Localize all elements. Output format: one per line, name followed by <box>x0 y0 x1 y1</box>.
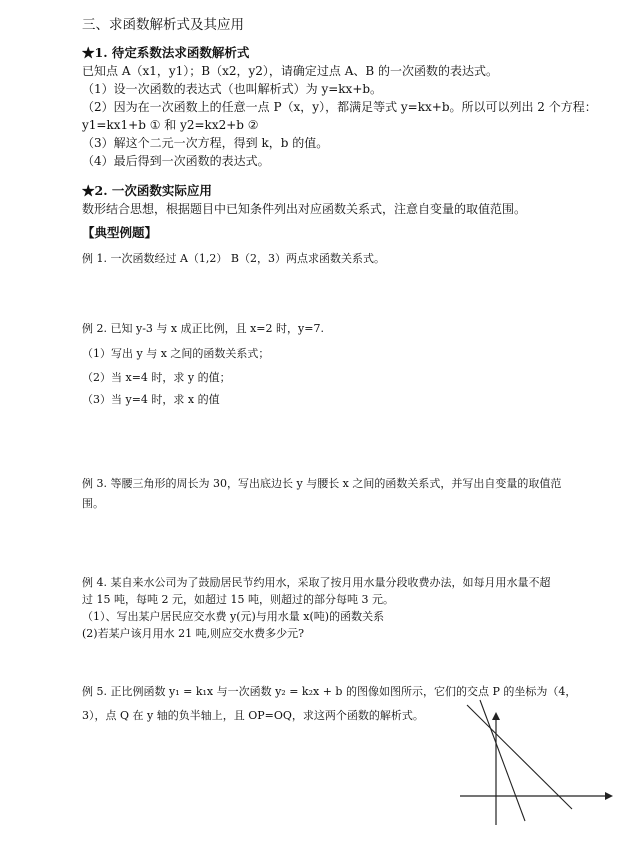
step-4: （4）最后得到一次函数的表达式。 <box>82 154 270 168</box>
paragraph-known-points: 已知点 A（x1，y1）；B（x2，y2），请确定过点 A、B 的一次函数的表达式。 <box>82 64 499 78</box>
example-5-line-2: 3），点 Q 在 y 轴的负半轴上，且 OP=OQ，求这两个函数的解析式。 <box>82 709 424 722</box>
step-1: （1）设一次函数的表达式（也叫解析式）为 y=kx+b。 <box>82 82 383 96</box>
step-3: （3）解这个二元一次方程，得到 k，b 的值。 <box>82 136 329 150</box>
example-5-line-1: 例 5. 正比例函数 y₁ = k₁x 与一次函数 y₂ = k₂x + b 的图像如图所示，它们的交点 P 的坐标为（4， <box>82 685 577 698</box>
example-2-q2: （2）当 x=4 时，求 y 的值； <box>82 371 231 384</box>
example-4-q2: (2)若某户该月用水 21 吨,则应交水费多少元? <box>82 627 304 640</box>
heading-application: ★2. 一次函数实际应用 <box>82 183 212 198</box>
x-axis-arrow-icon <box>605 792 613 800</box>
line-y1 <box>467 705 572 809</box>
example-3: 例 3. 等腰三角形的周长为 30，写出底边长 y 与腰长 x 之间的函数关系式，并写出自变量的取值范围。 <box>82 477 562 510</box>
example-1: 例 1. 一次函数经过 A（1,2） B（2，3）两点求函数关系式。 <box>82 252 385 265</box>
step-2: （2）因为在一次函数上的任意一点 P（x，y），都满足等式 y=kx+b。所以可以列出 2 个方程： <box>82 100 597 114</box>
example-2-q3: （3）当 y=4 时，求 x 的值 <box>82 393 220 406</box>
example-4-line-1: 例 4. 某自来水公司为了鼓励居民节约用水，采取了按月用水量分段收费办法，如每月用水量不超 <box>82 576 551 589</box>
line-y2 <box>480 700 525 821</box>
section-title: 三、求函数解析式及其应用 <box>82 17 244 33</box>
example-2: 例 2. 已知 y-3 与 x 成正比例，且 x=2 时，y=7. <box>82 322 324 335</box>
heading-method: ★1. 待定系数法求函数解析式 <box>82 45 250 60</box>
paragraph-application: 数形结合思想，根据题目中已知条件列出对应函数关系式，注意自变量的取值范围。 <box>82 202 527 216</box>
y-axis-arrow-icon <box>492 712 500 720</box>
equations: y1=kx1+b ① 和 y2=kx2+b ② <box>82 118 259 132</box>
example-4-q1: （1）、写出某户居民应交水费 y(元)与用水量 x(吨)的函数关系 <box>82 610 385 623</box>
example-2-q1: （1）写出 y 与 x 之间的函数关系式； <box>82 347 270 360</box>
example-4-line-2: 过 15 吨，每吨 2 元，如超过 15 吨，则超过的部分每吨 3 元。 <box>82 593 394 606</box>
heading-examples: 【典型例题】 <box>82 225 158 240</box>
function-graph <box>455 695 635 835</box>
